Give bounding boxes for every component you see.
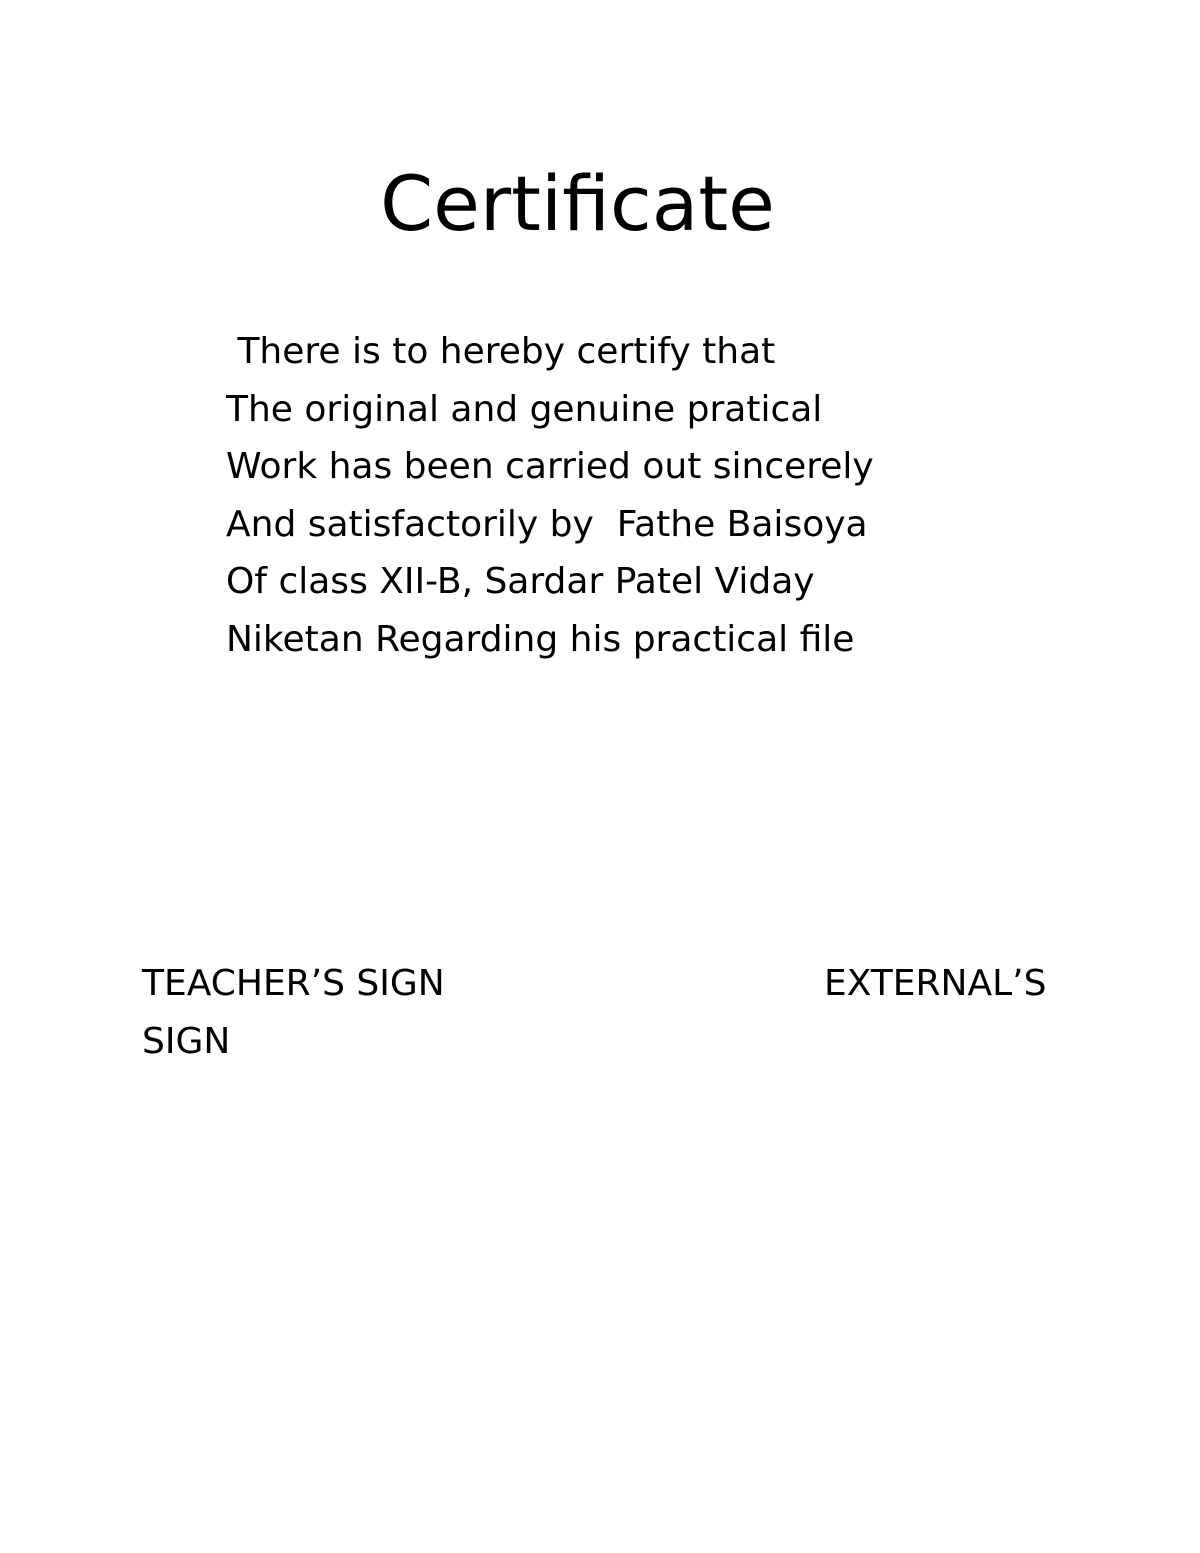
body-line-1: There is to hereby certify that xyxy=(226,331,776,372)
external-sign-label-continued: SIGN xyxy=(142,1021,231,1062)
body-line-6: Niketan Regarding his practical file xyxy=(226,618,855,660)
body-line-4: And satisfactorily by Fathe Baisoya xyxy=(226,503,868,545)
certificate-body xyxy=(226,323,986,668)
body-line-5: Of class XII-B, Sardar Patel Viday xyxy=(226,561,815,602)
body-line-2: The original and genuine pratical xyxy=(226,388,823,430)
teacher-sign-label: TEACHER’S SIGN xyxy=(142,963,445,1004)
external-sign-label: EXTERNAL’S xyxy=(824,963,1047,1004)
certificate-title: Certificate xyxy=(380,159,775,248)
signature-row xyxy=(142,955,1072,1062)
signature-section xyxy=(142,955,1072,1062)
body-line-3: Work has been carried out sincerely xyxy=(226,446,874,487)
